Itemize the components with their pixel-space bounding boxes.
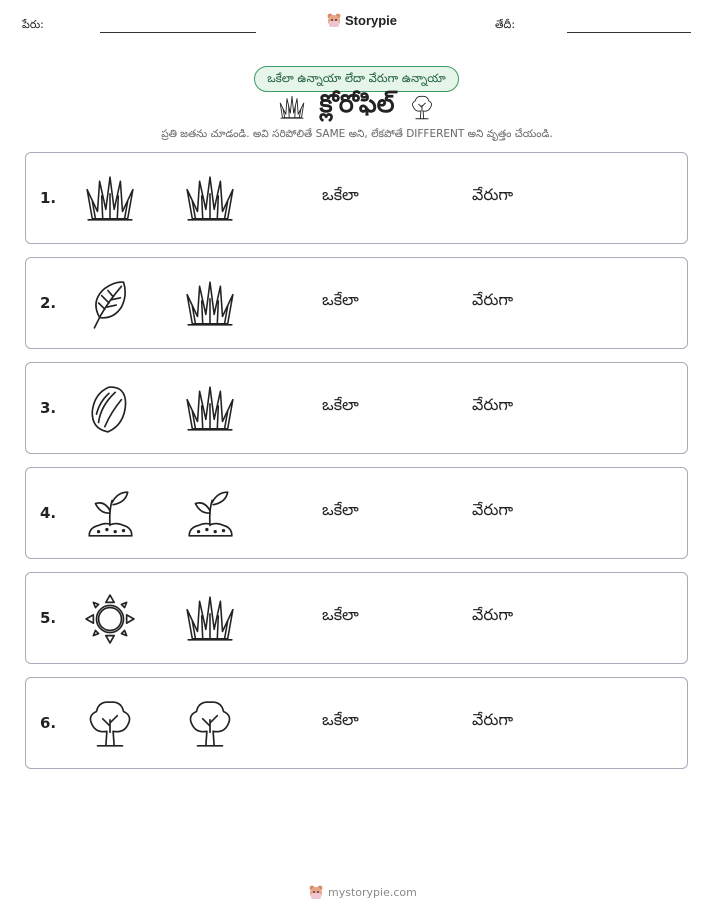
different-option[interactable]: వేరుగా <box>472 395 514 414</box>
different-option[interactable]: వేరుగా <box>472 710 514 729</box>
tree-icon <box>184 698 236 750</box>
different-option[interactable]: వేరుగా <box>472 605 514 624</box>
question-row <box>25 257 688 349</box>
bear-logo-icon <box>308 884 324 900</box>
tree-icon <box>408 93 436 121</box>
tree-icon <box>84 698 136 750</box>
footer <box>308 884 417 900</box>
question-number: 3. <box>40 399 57 417</box>
sprout-icon <box>84 488 136 540</box>
footer-url[interactable]: mystorypie.com <box>328 885 417 899</box>
bear-logo-icon <box>326 12 342 28</box>
different-option[interactable]: వేరుగా <box>472 290 514 309</box>
instructions: ప్రతి జతను చూడండి. అవి సరిపోలితే SAME అని, లేకపోతే DIFFERENT అని వృత్తం చేయండి. <box>161 128 553 140</box>
brand-name: Storypie <box>345 12 398 28</box>
date-label: తేదీ: <box>495 18 516 31</box>
same-option[interactable]: ఒకేలా <box>322 290 359 309</box>
question-row <box>25 362 688 454</box>
grass-icon <box>184 383 236 435</box>
question-row <box>25 572 688 664</box>
grass-icon <box>84 173 136 225</box>
question-number: 2. <box>40 294 57 312</box>
same-option[interactable]: ఒకేలా <box>322 395 359 414</box>
question-row <box>25 152 688 244</box>
same-option[interactable]: ఒకేలా <box>322 500 359 519</box>
name-label: పేరు: <box>22 18 44 31</box>
same-option[interactable]: ఒకేలా <box>322 710 359 729</box>
grass-icon <box>278 93 306 121</box>
same-option[interactable]: ఒకేలా <box>322 605 359 624</box>
grass-icon <box>184 278 236 330</box>
worksheet-badge: ఒకేలా ఉన్నాయా లేదా వేరుగా ఉన్నాయా <box>254 66 459 92</box>
brand-logo <box>326 12 397 28</box>
question-number: 4. <box>40 504 57 522</box>
leaf-icon <box>84 278 136 330</box>
date-field-line[interactable] <box>567 32 691 33</box>
title-row <box>0 90 714 124</box>
same-option[interactable]: ఒకేలా <box>322 185 359 204</box>
grass-icon <box>184 173 236 225</box>
question-number: 5. <box>40 609 57 627</box>
sun-icon <box>84 593 136 645</box>
grass-icon <box>184 593 236 645</box>
question-row <box>25 467 688 559</box>
seed-icon <box>84 383 136 435</box>
question-number: 6. <box>40 714 57 732</box>
question-number: 1. <box>40 189 57 207</box>
different-option[interactable]: వేరుగా <box>472 185 514 204</box>
question-row <box>25 677 688 769</box>
sprout-icon <box>184 488 236 540</box>
name-field-line[interactable] <box>100 32 256 33</box>
page-title: క్లోరోఫిల్ <box>319 89 395 118</box>
different-option[interactable]: వేరుగా <box>472 500 514 519</box>
